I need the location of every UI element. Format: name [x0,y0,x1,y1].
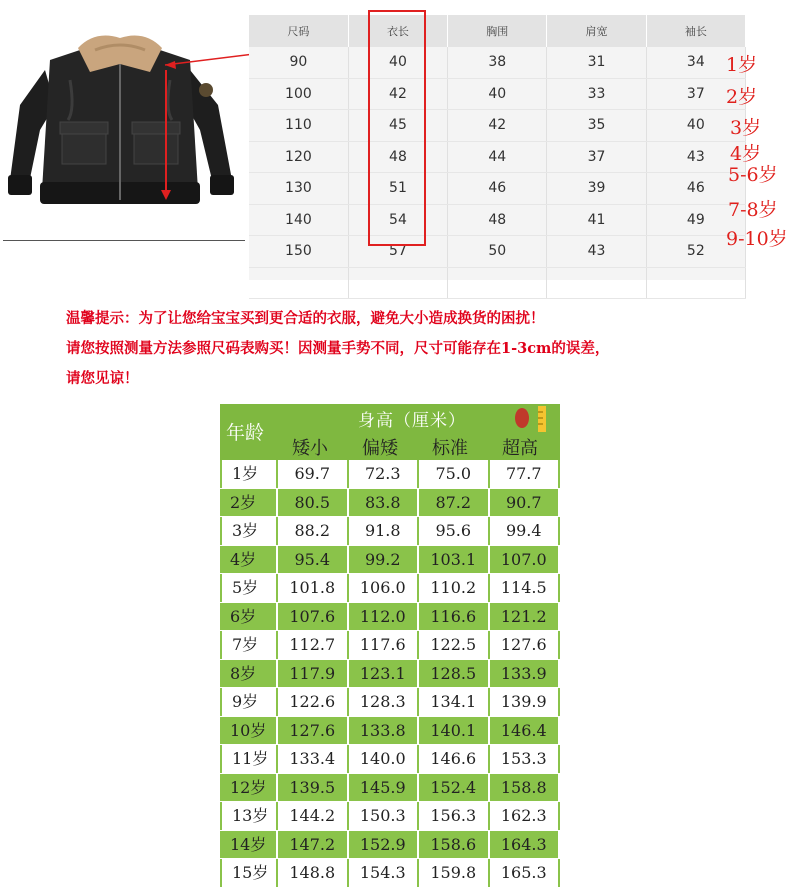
height-cell: 88.2 [278,517,349,545]
table-row [220,802,560,831]
size-chart-header-row [249,15,746,47]
table-cell: 40 [348,47,447,78]
height-cell: 156.3 [419,802,490,830]
table-cell: 43 [646,141,745,173]
table-cell: 33 [547,78,646,110]
height-cell: 91.8 [349,517,420,545]
header-chest: 胸围 [448,15,547,47]
age-label: 2岁 [726,86,758,108]
height-cell: 95.4 [278,546,349,574]
height-cell: 122.6 [278,688,349,716]
table-row [220,831,560,860]
height-cell: 146.6 [419,745,490,773]
table-cell [547,267,646,298]
table-cell: 120 [249,141,348,173]
height-cell: 90.7 [490,489,561,517]
notice-text [66,304,786,394]
height-cell: 110.2 [419,574,490,602]
table-cell: 48 [348,141,447,173]
table-cell: 48 [448,204,547,236]
height-cell: 99.4 [490,517,561,545]
age-cell: 14岁 [220,831,278,859]
height-cell: 159.8 [419,859,490,887]
table-cell: 57 [348,236,447,268]
header-sleeve: 袖长 [646,15,745,47]
table-cell: 42 [348,78,447,110]
table-cell [249,267,348,298]
height-cell: 114.5 [490,574,561,602]
table-row [220,774,560,803]
height-cell: 162.3 [490,802,561,830]
table-row [220,717,560,746]
table-cell: 50 [448,236,547,268]
height-cell: 145.9 [349,774,420,802]
height-cell: 75.0 [419,460,490,488]
height-cell: 164.3 [490,831,561,859]
age-cell: 13岁 [220,802,278,830]
column-header: 矮小 [292,438,328,459]
table-cell: 150 [249,236,348,268]
age-label: 1岁 [726,54,758,76]
height-cell: 127.6 [490,631,561,659]
height-cell: 101.8 [278,574,349,602]
table-cell: 38 [448,47,547,78]
table-row [249,110,746,142]
age-cell: 12岁 [220,774,278,802]
height-cell: 106.0 [349,574,420,602]
height-cell: 158.8 [490,774,561,802]
height-cell: 154.3 [349,859,420,887]
table-cell: 44 [448,141,547,173]
height-cell: 144.2 [278,802,349,830]
table-cell: 46 [448,173,547,205]
age-label: 7-8岁 [728,199,778,221]
height-group-header: 身高（厘米） [358,411,466,431]
table-cell: 140 [249,204,348,236]
age-cell: 15岁 [220,859,278,887]
age-cell: 9岁 [220,688,278,716]
table-row [220,745,560,774]
jacket-illustration [0,10,250,245]
height-cell: 83.8 [349,489,420,517]
table-row [220,688,560,717]
table-row [249,173,746,205]
column-header: 标准 [432,438,468,459]
jacket-image [0,10,250,245]
height-cell: 116.6 [419,603,490,631]
age-cell: 4岁 [220,546,278,574]
height-cell: 152.4 [419,774,490,802]
height-cell: 112.0 [349,603,420,631]
height-cell: 134.1 [419,688,490,716]
table-row [220,517,560,546]
height-cell: 128.5 [419,660,490,688]
size-chart-table [249,15,746,280]
table-cell: 54 [348,204,447,236]
height-cell: 127.6 [278,717,349,745]
age-label: 3岁 [730,117,762,139]
age-cell: 11岁 [220,745,278,773]
table-cell: 34 [646,47,745,78]
height-cell: 133.8 [349,717,420,745]
age-cell: 1岁 [220,460,278,488]
age-cell: 5岁 [220,574,278,602]
table-cell: 100 [249,78,348,110]
height-cell: 117.9 [278,660,349,688]
height-cell: 148.8 [278,859,349,887]
height-cell: 122.5 [419,631,490,659]
height-chart-body [220,460,560,888]
table-cell: 31 [547,47,646,78]
header-size: 尺码 [249,15,348,47]
divider-line [3,240,245,241]
table-cell: 130 [249,173,348,205]
height-cell: 107.6 [278,603,349,631]
age-cell: 3岁 [220,517,278,545]
height-cell: 140.1 [419,717,490,745]
table-cell: 51 [348,173,447,205]
height-cell: 121.2 [490,603,561,631]
column-header: 超高 [502,438,538,459]
height-cell: 123.1 [349,660,420,688]
table-cell: 46 [646,173,745,205]
height-cell: 153.3 [490,745,561,773]
height-cell: 150.3 [349,802,420,830]
age-cell: 2岁 [220,489,278,517]
column-header: 偏矮 [362,438,398,459]
height-chart-header [220,404,560,460]
table-cell: 43 [547,236,646,268]
table-row [220,660,560,689]
table-cell: 110 [249,110,348,142]
table-cell: 45 [348,110,447,142]
height-cell: 80.5 [278,489,349,517]
height-cell: 107.0 [490,546,561,574]
table-cell: 40 [448,78,547,110]
table-row [220,603,560,632]
age-cell: 6岁 [220,603,278,631]
table-cell [448,267,547,298]
height-cell: 139.9 [490,688,561,716]
table-row [249,78,746,110]
height-cell: 133.4 [278,745,349,773]
table-row [220,460,560,489]
table-cell: 35 [547,110,646,142]
header-length: 衣长 [348,15,447,47]
table-row [249,141,746,173]
height-cell: 72.3 [349,460,420,488]
age-cell: 10岁 [220,717,278,745]
height-cell: 146.4 [490,717,561,745]
age-label: 4岁 [730,143,762,165]
table-cell: 37 [646,78,745,110]
height-cell: 158.6 [419,831,490,859]
table-row [249,204,746,236]
notice-line: 温馨提示：为了让您给宝宝买到更合适的衣服，避免大小造成换货的困扰！ [66,310,545,327]
table-row [220,859,560,888]
height-cell: 139.5 [278,774,349,802]
table-row [220,631,560,660]
height-chart-table [220,404,560,888]
ruler-decoration-icon [510,404,556,434]
length-column-highlight [368,10,426,246]
height-cell: 99.2 [349,546,420,574]
notice-line: 请您按照测量方法参照尺码表购买！因测量手势不同，尺寸可能存在1-3cm的误差， [66,340,610,357]
table-row [220,489,560,518]
table-cell: 49 [646,204,745,236]
table-row [220,574,560,603]
height-cell: 95.6 [419,517,490,545]
table-cell: 40 [646,110,745,142]
height-cell: 69.7 [278,460,349,488]
table-cell [348,267,447,298]
table-cell: 39 [547,173,646,205]
height-cell: 77.7 [490,460,561,488]
table-cell [646,267,745,298]
table-row [249,236,746,268]
table-cell: 52 [646,236,745,268]
height-cell: 117.6 [349,631,420,659]
table-cell: 90 [249,47,348,78]
height-cell: 103.1 [419,546,490,574]
age-header: 年龄 [226,422,265,444]
table-cell: 42 [448,110,547,142]
age-label: 9-10岁 [726,228,788,250]
height-cell: 152.9 [349,831,420,859]
header-shoulder: 肩宽 [547,15,646,47]
table-row [249,47,746,78]
height-cell: 128.3 [349,688,420,716]
height-cell: 140.0 [349,745,420,773]
age-cell: 8岁 [220,660,278,688]
table-row-empty [249,267,746,298]
notice-line: 请您见谅！ [66,370,139,387]
height-cell: 165.3 [490,859,561,887]
age-cell: 7岁 [220,631,278,659]
age-label: 5-6岁 [728,164,778,186]
height-cell: 147.2 [278,831,349,859]
height-cell: 133.9 [490,660,561,688]
height-cell: 112.7 [278,631,349,659]
table-cell: 41 [547,204,646,236]
height-cell: 87.2 [419,489,490,517]
table-cell: 37 [547,141,646,173]
table-row [220,546,560,575]
